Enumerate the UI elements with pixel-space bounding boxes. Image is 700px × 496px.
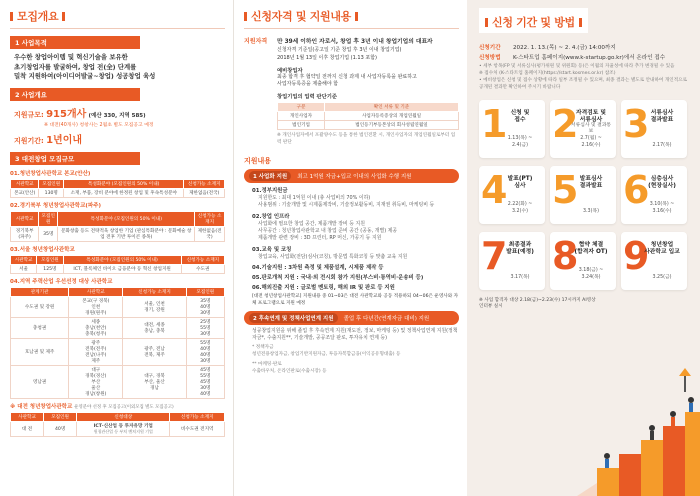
business-age-table: 구분 확인 서류 및 기준 개인사업자 사업자등록증상의 개업연월일 법인기업 법인등기부등본상의 회사성립연월일 <box>277 102 459 130</box>
band-followup: 2 후속연계 및 정책사업연계 지원 졸업 후 다년간(연계자금 대비) 지원 <box>244 311 459 325</box>
illustration-stairs-people <box>467 356 700 496</box>
step-card: 3 서류심사 결과발표 2.17(목) <box>621 100 687 158</box>
tag-recruit: 3 대전창업 모집규모 <box>10 152 140 165</box>
stair-block <box>641 440 663 496</box>
band-commercialization: 1 사업화 지원 최고 1억원 자금+입교 이내의 사업화 수행 지원 <box>244 169 459 183</box>
followup-note-1: * 정책자금 청년전용창업자금, 창업기반지원자금, 투융자복합금융(이익공유형대출) 등 <box>252 345 401 358</box>
period-label: 지원기간: <box>14 136 44 145</box>
sub-title-2: 02.경기북부 청년창업사관학교(파주) <box>10 202 102 209</box>
support-title: 지원내용 <box>244 156 272 165</box>
sub-title-3: 03.서울 청년창업사관학교 <box>10 246 75 253</box>
apply-period-row: 신청기간 2022. 1. 13.(목) ~ 2. 4.(금) 14:00까지 <box>479 45 616 51</box>
step-card: 1 신청 및 접수 1.13(목) ~ 2.4(금) <box>479 100 545 158</box>
table-5: 사관학교 모집인원 신청대상 신청가능 소재지 대 전 40명 ICT·신산업 등 투자유망 기업 원청관산업 등 부처 벤처지원 기업 비수도권 전지역 <box>10 412 225 437</box>
divider <box>244 28 459 29</box>
amount-value: 915개사 <box>46 108 87 120</box>
left-column <box>0 0 233 496</box>
overview-block <box>14 105 225 146</box>
amount-label: 지원규모: <box>14 110 44 119</box>
stair-block <box>597 468 619 496</box>
step-card: 6 심층심사 (현장실사) 3.10(목) ~ 3.16(수) <box>621 166 687 224</box>
step-card: 9 청년창업 사관학교 입교 3.25(금) <box>621 232 687 290</box>
purpose-text: 우수한 창업아이템 및 혁신기술을 보유한 초기창업자를 발굴하여, 창업 전(全) 단계를 밀착 지원하여(아이디어발굴~창업) 성공창업 육성 <box>14 53 156 81</box>
sub-title-1: 01.청년창업사관학교 본교(안산) <box>10 170 91 177</box>
amount-note: (예산 330, 지역 585) <box>88 112 146 119</box>
step-card: 7 최종결과 발표(예정) 3.17(목) <box>479 232 545 290</box>
section-title-apply: 신청 기간 및 방법 <box>485 16 582 29</box>
followup-text: 성공창업지원을 위해 졸업 후 후속연계 지원(재도전, 정보, 마케팅 등) 및 정책사업연계 지원(정책자금*, 수출지원**, 기술개발, 공공조달 판로, 투자유치 연계 등) <box>252 327 458 342</box>
support-items: 01.정부지원금 지원한도 : 최대 1억원 이내 (총 사업비의 70% 이하) 사용범위 : 기술개발 및 시제품제작비, 기술정보활동비, 지재권 취득비, 마케팅비 등 02.창업 인프라 사업화에 필요한 창업 공간, 제품개발 장비 등 지원 사무공간 : 청년창업사관학교 내 창업 준비 공간 (공동, 개별) 제공 제품개발 관련 장비 : 3D 프린터, RP 머신, 가공기 등 지원 03.교육 및 코칭 창업교육, 사업화(전담)심사(코칭), 방문법 특화코칭 등 맞춤 교육 지원 04.기술지원 : 3차원 측정 및 제품설계, 시제품 제작 등 05.판로개척 지원 : 국내·외 전시회 참가 지원(부스비·통역비·운송비 등) 06.해외진출 지원 : 글로벌 멘토링, 해외 IR 및 판로 등 지원 <box>252 187 435 291</box>
stair-block <box>619 454 641 496</box>
eligibility-block: 지원자격 만 39세 이하인 자로서, 창업 후 3년 이내 창업기업의 대표자 신청자격 기준일(공고일 기준 창업 후 3년 이내 창업기업) 2018년 1월 13일 이후 창업기업 (1.13 포함) 예비창업자 최종 합격 후 협약일 전까지 신청 과제 내 사업자등록을 완료하고 사업자등록증을 제출해야 함 창업기업의 업력 판단기준 구분 확인 서류 및 기준 개인사업자 사업자등록증상의 개업연월일 법인기업 법인등기부등본상의 회사성립연월일 ※ 개인사업자에서 포괄양수도 등을 통한 법인전환 시, 개인사업자의 개업연월일로부터 업력 판단 <box>244 36 459 147</box>
step-card: 8 협약 체결 (합격자 OT) 3.18(금) ~ 3.24(목) <box>550 232 616 290</box>
middle-column <box>233 0 467 496</box>
apply-method-row: 신청방법 K-스타트업 홈페이지(www.k-startup.go.kr)에서 온라인 접수 <box>479 55 666 61</box>
section-title-eligibility: 신청자격 및 지원내용 <box>244 8 459 24</box>
amount-sub: ※ 대전(40개사) 청창사는 2월초 별도 모집공고 예정 <box>44 122 154 128</box>
table-4: 관계기관 사관학교 신청가능 소재지 모집인원 수도권 및 강원 본교(구 경북) 인천 경원(원주) 서울, 인천 경기, 강원 35명 40명 30명 충청권 세종 충남(천안) 충북(청주) 대전, 세종 충남, 충북 25명 55명 30명 호남권 및 제주 광주 전북(전주) 전남(나주) 제주 광주, 전남 전북, 제주 55명 40명 40명 30명 영남권 대구 경북(경산) 부산 울산 경남(창원) 대구, 경북 부산, 울산 경남 45명 55명 45명 30명 40명 <box>10 287 225 399</box>
table-1: 시관학교 모집인원 특성화분야 (모집인원의 50% 이내) 신청가능 소재지 본교(안산) 130명 소재, 부품, 장비 분야에 한정된 창업 및 후속특성분야 제한없음(전국) <box>10 179 225 198</box>
step-card: 5 발표심사 결과발표 3.3(목) <box>550 166 616 224</box>
step-card: 2 자격검토 및 서류심사 서류심사 및 결과통보 2.7(월) ~ 2.16(수) <box>550 100 616 158</box>
tag-purpose: 1 사업목적 <box>10 36 140 49</box>
stair-block <box>663 426 685 496</box>
table-3: 시관학교 모집인원 특성화분야 (모집인원의 50% 이내) 신청가능 소재지 서울 125명 ICT, 블록체인 바이오 금융분야 등 혁신 창업지원 수도권 <box>10 255 225 274</box>
sub-title-4: 04.지역 주력산업 우선선정 대상 사관학교 <box>10 278 113 285</box>
table-2: 시관학교 모집인원 특성화분야 (모집인원의 50% 이내) 신청가능 소재지 경기북부(파주) 35명 문화창출 등도 전략적육 창업한 기업 (관심특화분야 : 문화예술 창업 전후 기반 투이콘 종목) 제한없음(전국) <box>10 211 225 242</box>
sub-title-5: ※ 대전 청년창업사관학교 운영분야 선정 후 모집공고(이외모집 별도 모집공고) <box>10 403 174 410</box>
followup-note-2: ** 마케팅·판로 수출바우처, 온라인판로(수출시장) 등 <box>252 362 327 375</box>
divider <box>10 28 225 29</box>
process-grid <box>479 100 692 290</box>
footer-note: ※ 사업 합격자 대상 2.18(금)~2.23(수) 17시까지 AI영상 인터뷰 실시 <box>479 297 596 310</box>
period-value: 1년이내 <box>46 134 83 146</box>
right-column <box>467 0 700 496</box>
apply-notes: • 세부 항목(FP 및 서류심사(평가위원 및 위원회) 등)은 이월의 자율성에 따라 추가 변경될 수 있음 ※ 접수처 (K-스타트업 홈페이지(https://start.kosmes.or.kr) 참조) • 예비창업은 신청 및 접수 상황에 따라 일부 조정될 수 있으며, 최종 결과는 별도로 안내하여 개인적으로 공개된 결과만 확인하여 주시기 바랍니다 <box>479 64 688 90</box>
section-title-overview: 모집개요 <box>10 8 225 24</box>
stair-block <box>685 412 700 496</box>
tag-overview: 2 사업개요 <box>10 88 140 101</box>
band-note: [대전 청년창업사관학교] 지원내용 중 01~03은 대전 사관학교와 공동 적용하되 04~06은 운영사와 자체 프로그램으로 지원 예정 <box>252 293 459 306</box>
step-card: 4 발표(PT) 심사 2.22(화) ~ 3.2(수) <box>479 166 545 224</box>
section-title-box <box>479 8 588 33</box>
